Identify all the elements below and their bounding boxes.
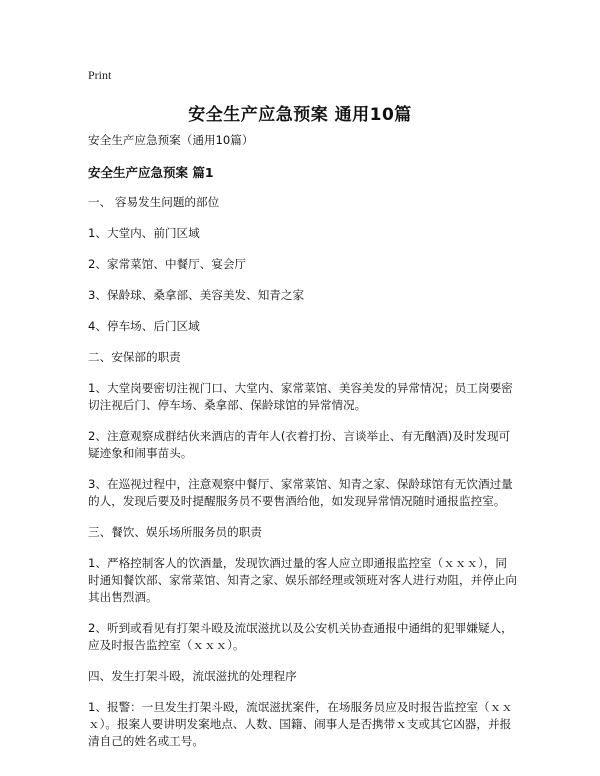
paragraph: 四、发生打架斗殴，流氓滋扰的处理程序 — [88, 669, 297, 683]
document-subtitle: 安全生产应急预案（通用10篇） — [88, 133, 254, 147]
print-label: Print — [88, 68, 112, 82]
paragraph: 4、停车场、后门区域 — [88, 319, 200, 333]
paragraph: 2、听到或看见有打架斗殴及流氓滋扰以及公安机关协查通报中通缉的犯罪嫌疑人，应及时报告监控室（ｘｘｘ）。 — [88, 621, 513, 652]
paragraph: 1、报警：一旦发生打架斗殴，流氓滋扰案件，在场服务员应及时报告监控室（ｘｘｘ）。报案人要讲明发案地点、人数、国籍、闹事人是否携带ｘ支或其它凶器，并报清自己的姓名或工号。 — [88, 700, 513, 748]
paragraph: 3、保龄球、桑拿部、美容美发、知青之家 — [88, 288, 305, 302]
paragraph: 三、餐饮、娱乐场所服务员的职责 — [88, 525, 262, 539]
paragraph: 2、注意观察成群结伙来酒店的青年人(衣着打扮、言谈举止、有无酗酒)及时发现可疑迹象和闹事苗头。 — [88, 429, 511, 460]
paragraph: 一、 容易发生问题的部位 — [88, 195, 220, 209]
paragraph: 2、家常菜馆、中餐厅、宴会厅 — [88, 257, 247, 271]
paragraph: 1、严格控制客人的饮酒量，发现饮酒过量的客人应立即通报监控室（ｘｘｘ），同时通知餐饮部、家常菜馆、知青之家、娱乐部经理或领班对客人进行劝阻，并停止向其出售烈酒。 — [88, 556, 517, 604]
document-content — [88, 132, 518, 764]
paragraph: 3、在巡视过程中，注意观察中餐厅、家常菜馆、知青之家、保龄球馆有无饮酒过量的人，发现后要及时提醒服务员不要售酒给他，如发现异常情况随时通报监控室。 — [88, 477, 513, 508]
paragraph: 二、安保部的职责 — [88, 350, 181, 364]
document-title: 安全生产应急预案 通用10篇 — [188, 105, 412, 125]
paragraph: 1、大堂内、前门区域 — [88, 226, 200, 240]
section-heading: 安全生产应急预案 篇1 — [88, 165, 214, 180]
paragraph: 1、大堂岗要密切注视门口、大堂内、家常菜馆、美容美发的异常情况；员工岗要密切注视后门、停车场、桑拿部、保龄球馆的异常情况。 — [88, 381, 513, 412]
